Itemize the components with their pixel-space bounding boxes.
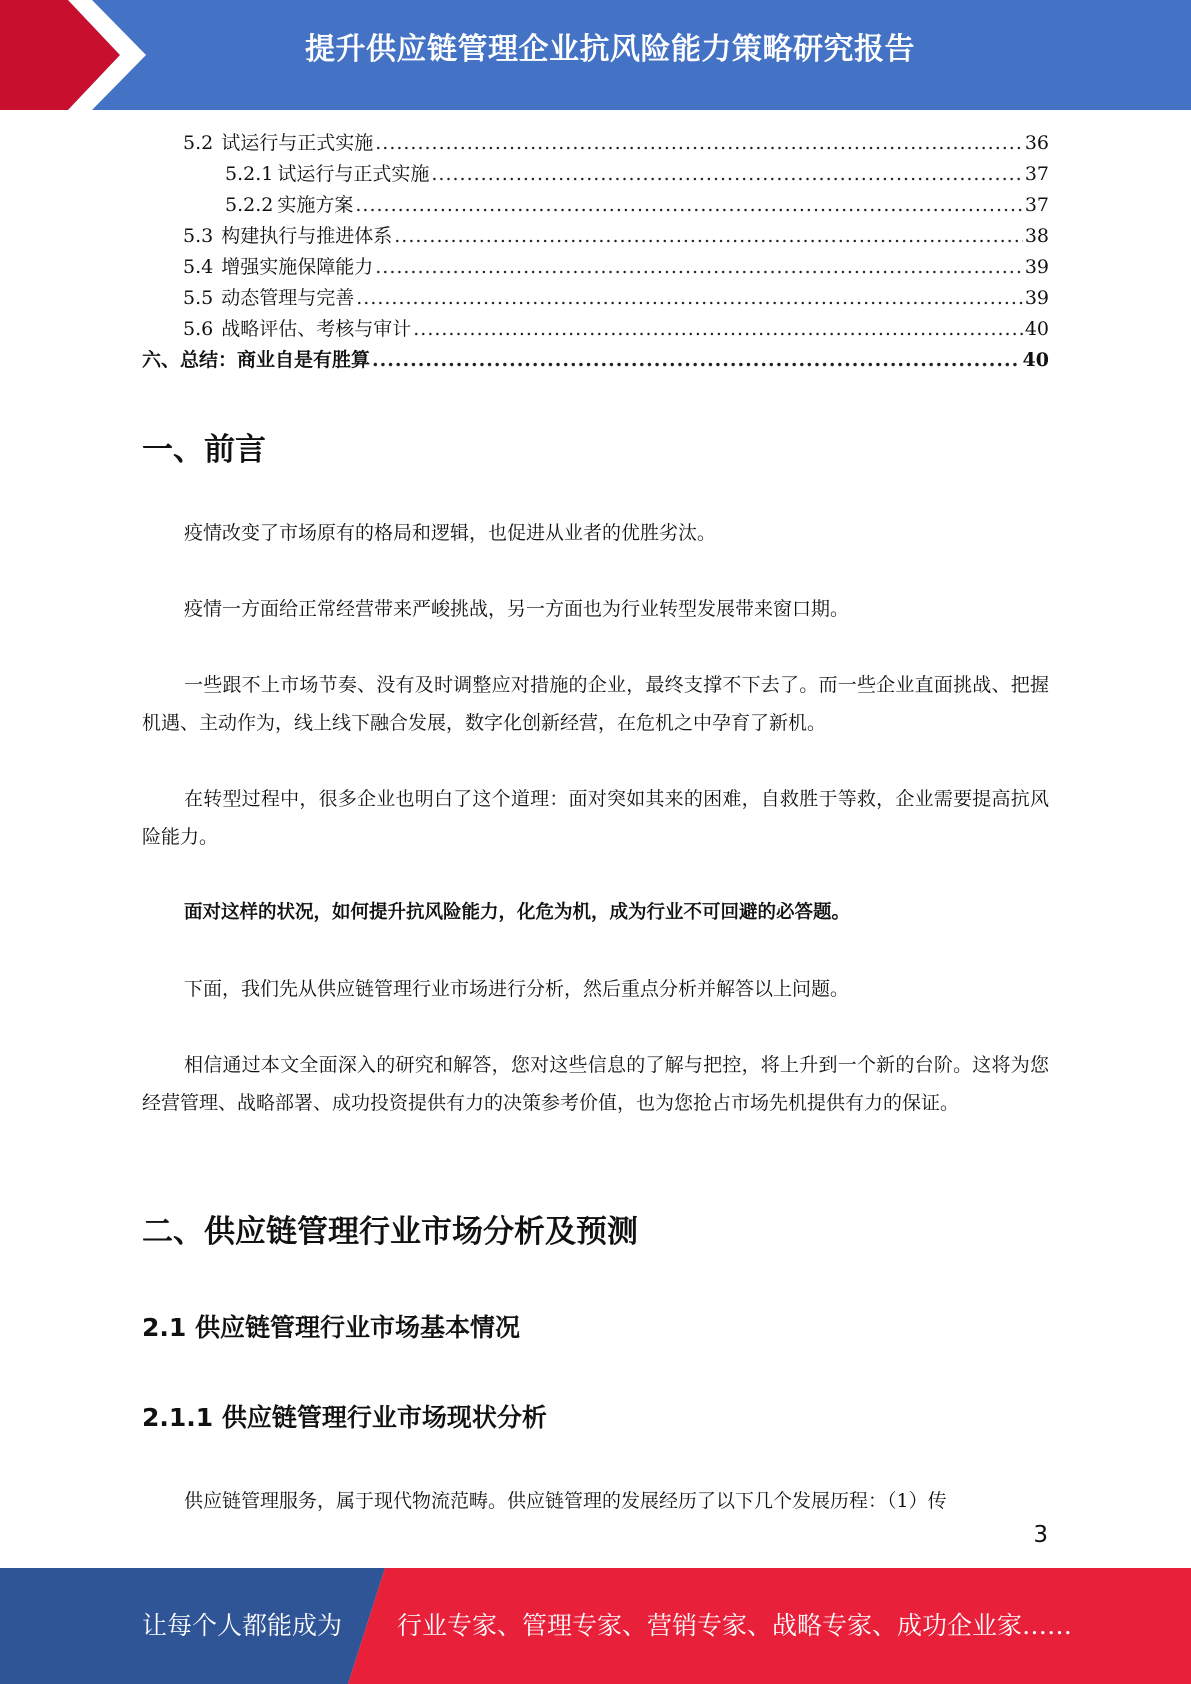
toc-dot-leader: [372, 345, 1021, 376]
toc-entry-page: 39: [1024, 287, 1049, 309]
footer-slogan-left: 让每个人都能成为: [142, 1611, 343, 1640]
subsection-heading-basic-situation: 2.1 供应链管理行业市场基本情况: [142, 1313, 520, 1342]
header-arrow-decoration: [0, 0, 160, 110]
toc-entry[interactable]: [142, 314, 1049, 345]
subsection-heading-status-analysis: 2.1.1 供应链管理行业市场现状分析: [142, 1403, 547, 1432]
paragraph: 供应链管理服务，属于现代物流范畴。供应链管理的发展经历了以下几个发展历程：（1）传: [184, 1490, 947, 1512]
toc-dot-leader: [356, 283, 1023, 314]
toc-entry[interactable]: [142, 190, 1049, 221]
paragraph: 一些跟不上市场节奏、没有及时调整应对措施的企业，最终支撑不下去了。而一些企业直面挑战、把握机遇、主动作为，线上线下融合发展，数字化创新经营，在危机之中孕育了新机。: [142, 674, 1049, 734]
toc-entry-number: 5.4: [183, 256, 214, 278]
toc-entry-title: 六、总结：商业自是有胜算: [142, 349, 371, 371]
toc-entry-title: 构建执行与推进体系: [221, 225, 393, 247]
paragraph: 在转型过程中，很多企业也明白了这个道理：面对突如其来的困难，自救胜于等救，企业需要提高抗风险能力。: [142, 788, 1049, 848]
paragraph: 疫情改变了市场原有的格局和逻辑，也促进从业者的优胜劣汰。: [184, 522, 717, 544]
toc-entry-page: 40: [1024, 318, 1049, 340]
toc-entry[interactable]: [142, 283, 1049, 314]
toc-entry-page: 38: [1024, 225, 1049, 247]
toc-entry-page: 36: [1024, 132, 1049, 154]
toc-entry[interactable]: [142, 128, 1049, 159]
report-footer: [0, 1568, 1191, 1684]
toc-entry-title: 增强实施保障能力: [221, 256, 374, 278]
toc-dot-leader: [394, 221, 1023, 252]
toc-entry-page: 37: [1024, 163, 1049, 185]
toc-entry-number: 5.6: [183, 318, 214, 340]
paragraph-emphasis: 面对这样的状况，如何提升抗风险能力，化危为机，成为行业不可回避的必答题。: [184, 902, 851, 923]
paragraph: 相信通过本文全面深入的研究和解答，您对这些信息的了解与把控，将上升到一个新的台阶。这将为您经营管理、战略部署、成功投资提供有力的决策参考价值，也为您抢占市场先机提供有力的保证。: [142, 1054, 1049, 1114]
toc-entry[interactable]: [142, 252, 1049, 283]
toc-entry-page: 39: [1024, 256, 1049, 278]
footer-slogan-right: 行业专家、管理专家、营销专家、战略专家、成功企业家……: [397, 1611, 1073, 1640]
toc-dot-leader: [375, 252, 1023, 283]
section-heading-preface: 一、前言: [142, 432, 266, 468]
toc-entry-title: 实施方案: [277, 194, 354, 216]
toc-entry[interactable]: [142, 221, 1049, 252]
report-title: 提升供应链管理企业抗风险能力策略研究报告: [305, 32, 915, 67]
toc-entry-title: 动态管理与完善: [221, 287, 355, 309]
toc-entry-title: 战略评估、考核与审计: [221, 318, 412, 340]
toc-entry-title: 试运行与正式实施: [221, 132, 374, 154]
toc-entry[interactable]: [142, 159, 1049, 190]
page-number: 3: [1033, 1522, 1048, 1548]
table-of-contents: [142, 128, 1049, 376]
toc-entry-number: 5.2: [183, 132, 214, 154]
toc-entry-title: 试运行与正式实施: [277, 163, 430, 185]
paragraph: 疫情一方面给正常经营带来严峻挑战，另一方面也为行业转型发展带来窗口期。: [184, 598, 850, 620]
toc-entry-number: 5.5: [183, 287, 214, 309]
toc-entry[interactable]: [142, 345, 1049, 376]
report-header: [0, 0, 1191, 110]
toc-dot-leader: [375, 128, 1023, 159]
toc-dot-leader: [413, 314, 1023, 345]
toc-entry-number: 5.2.2: [225, 194, 274, 216]
toc-dot-leader: [431, 159, 1022, 190]
paragraph: 下面，我们先从供应链管理行业市场进行分析，然后重点分析并解答以上问题。: [184, 978, 850, 1000]
toc-entry-page: 37: [1024, 194, 1049, 216]
toc-entry-number: 5.3: [183, 225, 214, 247]
toc-dot-leader: [355, 190, 1022, 221]
toc-entry-page: 40: [1022, 349, 1049, 371]
toc-entry-number: 5.2.1: [225, 163, 274, 185]
section-heading-market-analysis: 二、供应链管理行业市场分析及预测: [142, 1214, 638, 1250]
